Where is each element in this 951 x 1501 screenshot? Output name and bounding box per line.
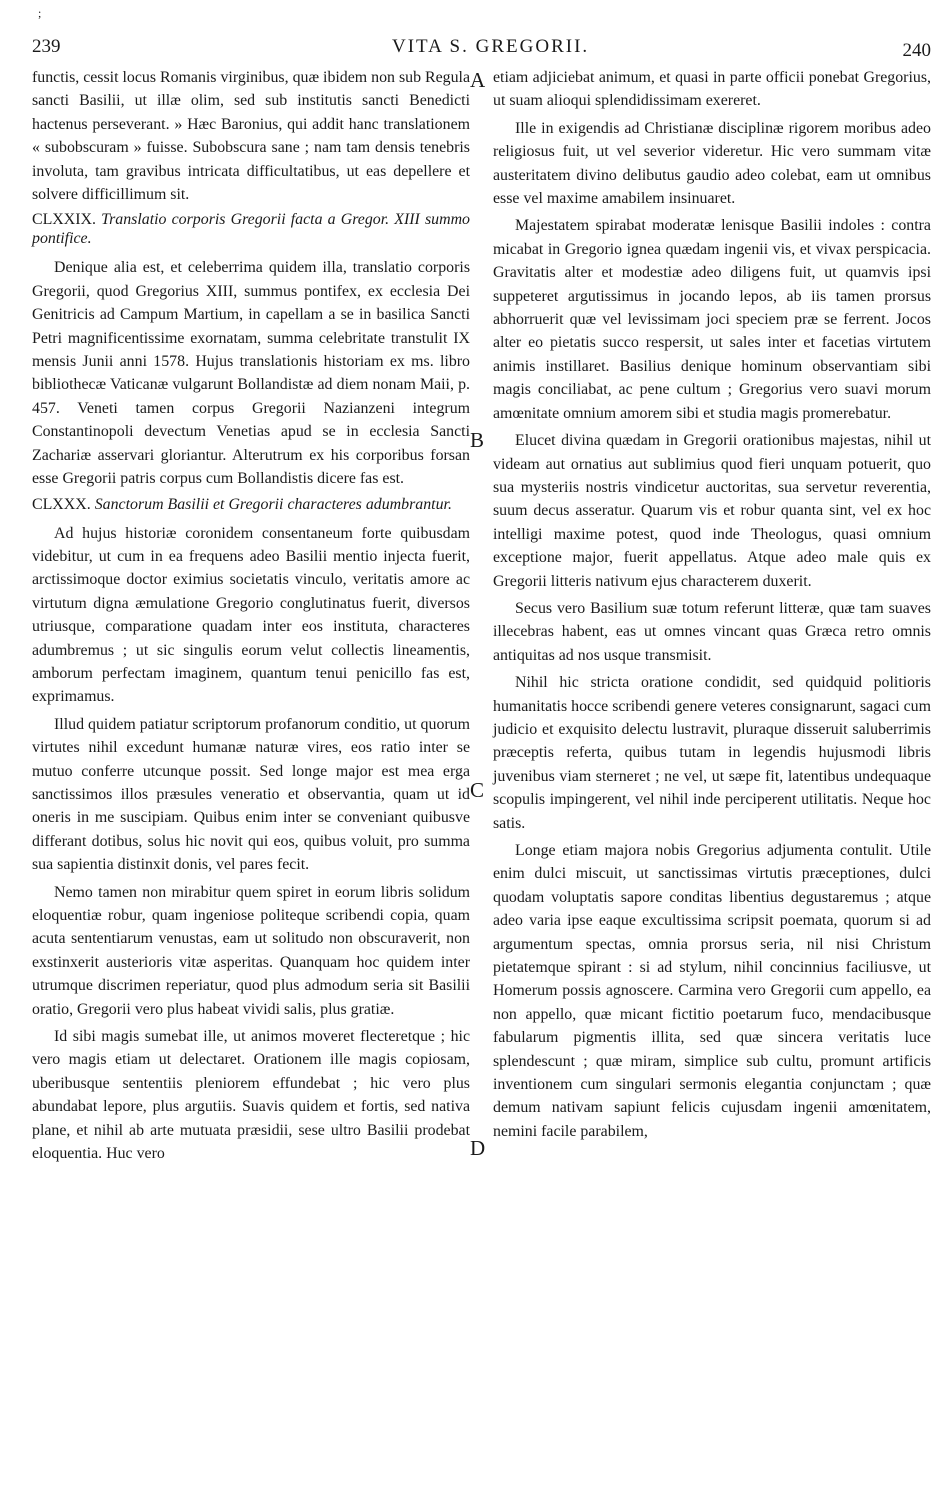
margin-letter-a: A <box>470 68 486 92</box>
paragraph: Ad hujus historiæ coronidem consentaneum forte quibusdam videbitur, ut cum in ea frequens adeo Basilii mentio injecta fuerit, arctissimoque doctor eximius societatis vinculo, veritatis amore ac virtutum digna æmulatione Gregorio conglutinatus fuerit, diversos utriusque, comparatione quadam inter eos instituta, characteres adumbremus ; ut sic singulis eorum velut collectis lineamentis, amborum perfectam imaginem, quantum tenui penicillo fas est, exprimamus. <box>32 524 470 706</box>
paragraph: Illud quidem patiatur scriptorum profanorum conditio, ut quorum virtutes nihil excedunt humanæ naturæ vires, eos ratio inter se mutuo conferre utcunque possit. Sed longe major est mea erga sanctissimos illos præsules veneratio et observantia, quam ut id oneris in me suscipiam. Quibus enim inter se conveniant quibusve differant dotibus, solus hic novit qui eos, quibus voluit, pro summa sua sapientia distinxit donis, vel pares fecit. <box>32 715 470 874</box>
stray-mark: ; <box>38 6 42 20</box>
running-title: VITA S. GREGORII. <box>392 36 590 57</box>
paragraph: etiam adjiciebat animum, et quasi in parte officii ponebat Gregorius, ut suam alioqui splendidissimam exereret. <box>493 69 931 110</box>
paragraph: Secus vero Basilium suæ totum referunt litteræ, quæ tam suaves illecebras habent, eas ut omnes vincant quas Græca retro omnis antiquitas ad nos usque transmisit. <box>493 599 931 664</box>
page-number-right: 240 <box>902 40 931 61</box>
left-column <box>32 66 470 1169</box>
paragraph: Ille in exigendis ad Christianæ disciplinæ rigorem moribus adeo religiosus fuit, ut vel severior videretur. Hic vero summam vitæ austeritatem divino delibutus gaudio adeo colebat, eam ut omnibus esse vel maxime amabilem insinuaret. <box>493 119 931 208</box>
section-heading-180 <box>32 495 470 514</box>
section-number: CLXXX. <box>32 495 91 513</box>
paragraph: Longe etiam majora nobis Gregorius adjumenta contulit. Utile enim dulci miscuit, ut sanctissimas virtutis præceptiones, dulci quodam voluptatis sapore conditas libentius degustaremus ; atque adeo varia ipse eaque excultissima scripsit poemata, quorum si ad argumentum spectas, omnia prorsus seria, nil nisi Christum pietatemque spirant : si ad stylum, nihil concinnius faciliusve, ut Homerum possis agnoscere. Carmina vero Gregorii cum appello, ea non appello, quæ micant fictitio poetarum fuco, mendacibusque fabularum pigmentis illita, sed quæ sincera veritatis luce splendescunt ; quæ miram, simplice sub cultu, promunt artificis inventionem cum singulari sermonis elegantia conjunctam ; quæ demum nativam sapiunt felicis cujusdam ingenii amœnitatem, nemini facile parabilem, <box>493 842 931 1140</box>
margin-letter-d: D <box>470 1136 486 1160</box>
page-number-left: 239 <box>32 36 61 57</box>
section-heading-179 <box>32 210 470 248</box>
section-title: Translatio corporis Gregorii facta a Gregor. XIII summo pontifice. <box>32 211 471 248</box>
paragraph: Majestatem spirabat moderatæ lenisque Basilii indoles : contra micabat in Gregorio ignea quædam ingenii vis, et vivax perspicacia. Gravitatis alter et modestiæ adeo diligens fuit, ut quamvis ipsi suppeteret argutissimus in jocando lepos, ab iis tamen prorsus abhorruerit quæ vel levissimam joci speciem præ se ferrent. Jocos alter eo pietatis succo respersit, ut sales inter et facetias virtutem animis instillaret. Basilius denique hominum observantiam sibi magis conciliabat, ac pene cultum ; Gregorius vero suavi morum amœnitate omnium amorem sibi et studia magis promerebatur. <box>493 217 931 422</box>
margin-letter-b: B <box>470 428 485 452</box>
section-title: Sanctorum Basilii et Gregorii characteres adumbrantur. <box>94 495 452 513</box>
running-header <box>32 36 931 66</box>
section-number: CLXXIX. <box>32 211 96 229</box>
paragraph: functis, cessit locus Romanis virginibus, quæ ibidem non sub Regula sancti Basilii, ut illæ olim, sed sub institutis sancti Benedicti hactenus perseverant. » Hæc Baronius, qui addit hanc translationem « subobscuram » fuisse. Subobscura sane ; nam tam densis tenebris involuta, tam gravibus intricata difficultatibus, ut eas depellere et solvere difficillimum sit. <box>32 69 471 204</box>
paragraph: Id sibi magis sumebat ille, ut animos moveret flecteretque ; hic vero magis etiam ut delectaret. Orationem ille magis copiosam, uberibusque sententiis pleniorem effundebat ; hic vero plus abundabat lepore, plus argutiis. Suavis quidem et fortis, sed nativa plane, et nihil ab arte mutuata præsidii, sese ultro Basilii prodebat eloquentia. Huc vero <box>32 1028 470 1163</box>
margin-letter-c: C <box>470 778 485 802</box>
paragraph: Nemo tamen non mirabitur quem spiret in eorum libris solidum eloquentiæ robur, quam ingeniose politeque scribendi copia, quam acuta sententiarum venustas, eam ut solitudo non obscuraverit, non exstinxerit austerioris vitæ asperitas. Quanquam hoc quidem inter utrumque discrimen reperiatur, quod plus admodum seria sit Basilii oratio, Gregorii vero plus habeat vividi salis, plus gratiæ. <box>32 883 470 1018</box>
paragraph: Denique alia est, et celeberrima quidem illa, translatio corporis Gregorii, quod Gregorius XIII, summus pontifex, ex ecclesia Dei Genitricis ad Campum Martium, in capellam a se in basilica Sancti Petri magnificentissime exornatam, summa celebritate transtulit IX mensis Junii anni 1578. Hujus translationis historiam ex ms. libro bibliothecæ Vaticanæ vulgarunt Bollandistæ ad diem nonam Maii, p. 457. Veneti tamen corpus Gregorii Nazianzeni integrum Constantinopoli devectum Venetias apud se in ecclesia Sancti Zachariæ asservari gloriantur. Alterutrum ex his corporibus forsan esse Gregorii patris corpus cum Bollandistis dicere fas est. <box>32 259 470 488</box>
paragraph: Nihil hic stricta oratione condidit, sed quidquid politioris humanitatis hocce scribendi genere veteres consignarunt, sagaci cum judicio et exquisito delectu lustravit, pluraque disseruit saluberrimis præceptis referta, quibus tutam in legendis hujusmodi libris juvenibus viam sterneret ; ne vel, ut sæpe fit, latentibus undequaque scopulis impingerent, vel nihil inde perciperent utilitatis. Neque hoc satis. <box>493 674 931 832</box>
right-column <box>493 66 931 1147</box>
paragraph: Elucet divina quædam in Gregorii orationibus majestas, nihil ut videam aut ornatius aut sublimius quod fieri unquam potuerit, quo sua mysteriis nostris vindicetur auctoritas, sua servetur reverentia, suum decus asseratur. Quarum vis et robur quanta sint, vel ex hoc intelligi maxime potest, quod inde Theologus, quasi omnium exceptione major, fuerit appellatus. Atque adeo male quis ex Gregorii litteris nativum ejus characterem duxerit. <box>493 432 931 590</box>
